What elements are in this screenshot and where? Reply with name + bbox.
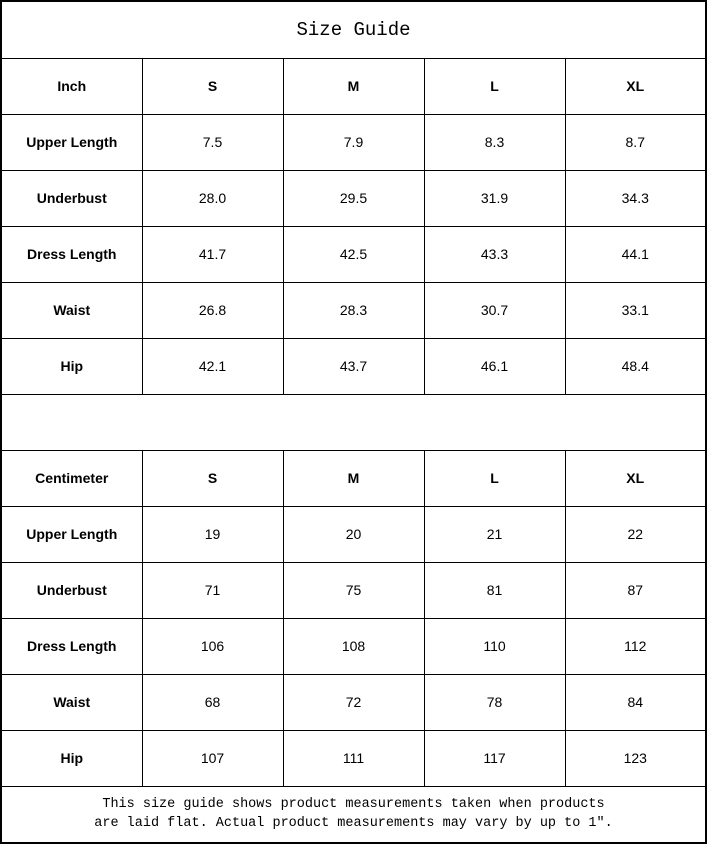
cm-row-dress-length <box>1 618 706 674</box>
measurement-value: 20 <box>283 506 424 562</box>
measurement-value: 7.9 <box>283 114 424 170</box>
footer-row <box>1 786 706 843</box>
measurement-value: 108 <box>283 618 424 674</box>
title-row <box>1 1 706 58</box>
row-label: Dress Length <box>1 226 142 282</box>
measurement-value: 72 <box>283 674 424 730</box>
spacer-row <box>1 394 706 450</box>
inch-row-underbust <box>1 170 706 226</box>
row-label: Upper Length <box>1 506 142 562</box>
measurement-value: 28.0 <box>142 170 283 226</box>
measurement-value: 106 <box>142 618 283 674</box>
spacer-cell <box>1 394 706 450</box>
row-label: Waist <box>1 282 142 338</box>
measurement-value: 110 <box>424 618 565 674</box>
cm-row-waist <box>1 674 706 730</box>
measurement-value: 19 <box>142 506 283 562</box>
measurement-value: 78 <box>424 674 565 730</box>
inch-row-waist <box>1 282 706 338</box>
measurement-value: 30.7 <box>424 282 565 338</box>
measurement-value: 112 <box>565 618 706 674</box>
measurement-value: 34.3 <box>565 170 706 226</box>
measurement-value: 107 <box>142 730 283 786</box>
inch-row-dress-length <box>1 226 706 282</box>
footer-note-line1: This size guide shows product measurements taken when products <box>102 797 605 813</box>
measurement-value: 21 <box>424 506 565 562</box>
row-label: Hip <box>1 730 142 786</box>
measurement-value: 42.1 <box>142 338 283 394</box>
cm-size-header-m: M <box>283 450 424 506</box>
row-label: Underbust <box>1 170 142 226</box>
row-label: Underbust <box>1 562 142 618</box>
row-label: Upper Length <box>1 114 142 170</box>
measurement-value: 7.5 <box>142 114 283 170</box>
cm-row-hip <box>1 730 706 786</box>
inch-size-header-xl: XL <box>565 58 706 114</box>
cm-size-header-s: S <box>142 450 283 506</box>
measurement-value: 8.7 <box>565 114 706 170</box>
row-label: Waist <box>1 674 142 730</box>
cm-size-header-l: L <box>424 450 565 506</box>
measurement-value: 46.1 <box>424 338 565 394</box>
measurement-value: 68 <box>142 674 283 730</box>
measurement-value: 111 <box>283 730 424 786</box>
measurement-value: 31.9 <box>424 170 565 226</box>
measurement-value: 48.4 <box>565 338 706 394</box>
inch-row-upper-length <box>1 114 706 170</box>
measurement-value: 43.3 <box>424 226 565 282</box>
cm-size-header-xl: XL <box>565 450 706 506</box>
footer-note-line2: are laid flat. Actual product measurements may vary by up to 1″. <box>94 816 613 832</box>
measurement-value: 123 <box>565 730 706 786</box>
inch-size-header-s: S <box>142 58 283 114</box>
measurement-value: 43.7 <box>283 338 424 394</box>
measurement-value: 81 <box>424 562 565 618</box>
measurement-value: 71 <box>142 562 283 618</box>
measurement-value: 84 <box>565 674 706 730</box>
page-title: Size Guide <box>1 1 706 58</box>
row-label: Dress Length <box>1 618 142 674</box>
measurement-value: 33.1 <box>565 282 706 338</box>
inch-unit-header: Inch <box>1 58 142 114</box>
row-label: Hip <box>1 338 142 394</box>
measurement-value: 29.5 <box>283 170 424 226</box>
measurement-value: 75 <box>283 562 424 618</box>
measurement-value: 28.3 <box>283 282 424 338</box>
inch-row-hip <box>1 338 706 394</box>
cm-header-row <box>1 450 706 506</box>
measurement-value: 42.5 <box>283 226 424 282</box>
footer-note <box>1 786 706 843</box>
inch-size-header-m: M <box>283 58 424 114</box>
measurement-value: 22 <box>565 506 706 562</box>
cm-row-upper-length <box>1 506 706 562</box>
inch-size-header-l: L <box>424 58 565 114</box>
cm-row-underbust <box>1 562 706 618</box>
measurement-value: 41.7 <box>142 226 283 282</box>
inch-header-row <box>1 58 706 114</box>
measurement-value: 26.8 <box>142 282 283 338</box>
cm-unit-header: Centimeter <box>1 450 142 506</box>
measurement-value: 87 <box>565 562 706 618</box>
measurement-value: 117 <box>424 730 565 786</box>
measurement-value: 8.3 <box>424 114 565 170</box>
measurement-value: 44.1 <box>565 226 706 282</box>
